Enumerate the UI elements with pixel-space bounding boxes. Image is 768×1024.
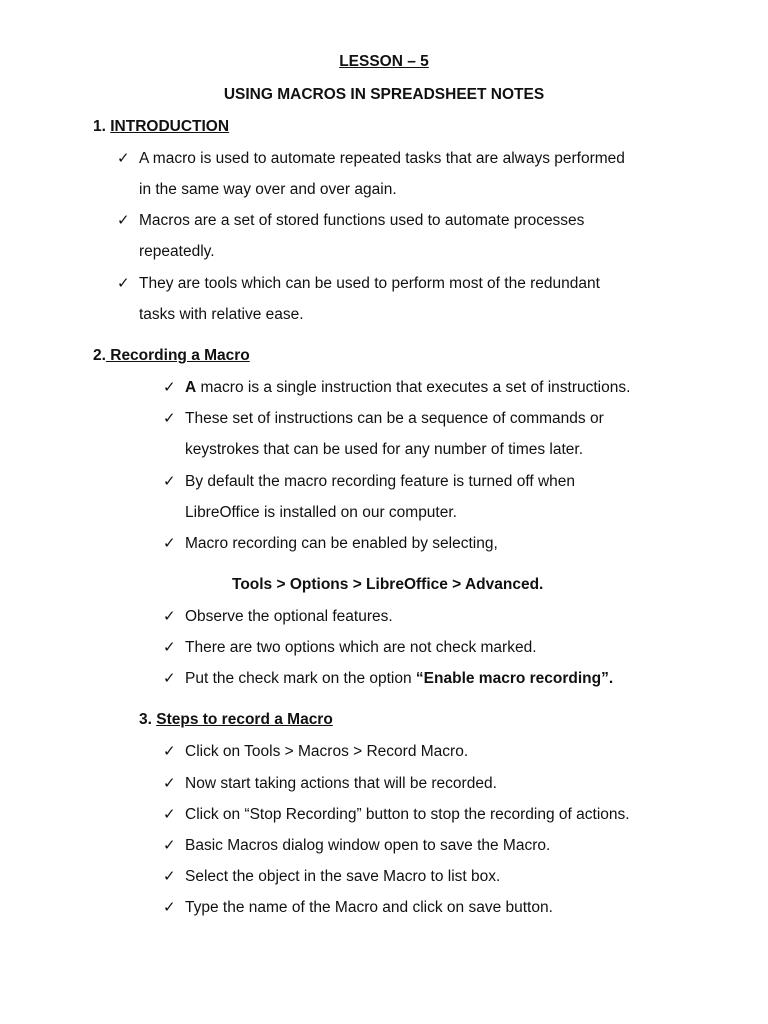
check-icon: ✓ [117, 274, 130, 292]
s2-bullet-2-line-1: These set of instructions can be a sequence of commands or [185, 410, 604, 427]
check-icon: ✓ [117, 149, 130, 167]
s2-bullet-6: There are two options which are not check marked. [185, 639, 537, 656]
section-2-heading [93, 346, 250, 366]
check-icon: ✓ [163, 774, 176, 792]
s3-bullet-3: Click on “Stop Recording” button to stop the recording of actions. [185, 806, 630, 823]
s1-bullet-3-line-1: They are tools which can be used to perform most of the redundant [139, 275, 600, 292]
s2-bullet-1 [185, 378, 630, 398]
check-icon: ✓ [163, 867, 176, 885]
check-icon: ✓ [163, 836, 176, 854]
s1-bullet-1-line-1: A macro is used to automate repeated tasks that are always performed [139, 150, 625, 167]
check-icon: ✓ [163, 638, 176, 656]
section-3-title: Steps to record a Macro [156, 711, 333, 728]
section-3-heading [139, 710, 333, 730]
check-icon: ✓ [163, 409, 176, 427]
section-1-heading [93, 117, 229, 137]
s3-bullet-2: Now start taking actions that will be recorded. [185, 775, 497, 792]
lesson-number: LESSON – 5 [339, 53, 429, 70]
check-icon: ✓ [163, 378, 176, 396]
s3-bullet-6: Type the name of the Macro and click on save button. [185, 899, 553, 916]
s2-bullet-3-line-2: LibreOffice is installed on our computer. [185, 504, 457, 521]
check-icon: ✓ [163, 669, 176, 687]
check-icon: ✓ [163, 805, 176, 823]
section-3-number: 3. [139, 711, 157, 728]
s1-bullet-3-line-2: tasks with relative ease. [139, 306, 304, 323]
document-title: USING MACROS IN SPREADSHEET NOTES [223, 86, 545, 103]
check-icon: ✓ [163, 742, 176, 760]
section-1-title: INTRODUCTION [110, 118, 230, 135]
s2-bullet-2-line-2: keystrokes that can be used for any number of times later. [185, 441, 584, 458]
check-icon: ✓ [163, 472, 176, 490]
s2-bullet-1-bold: A [185, 379, 197, 396]
s3-bullet-5: Select the object in the save Macro to list box. [185, 868, 501, 885]
check-icon: ✓ [163, 534, 176, 552]
s2-bullet-7-text: Put the check mark on the option [185, 670, 416, 687]
s2-bullet-3-line-1: By default the macro recording feature is turned off when [185, 473, 576, 490]
check-icon: ✓ [163, 898, 176, 916]
s1-bullet-1-line-2: in the same way over and over again. [139, 181, 397, 198]
s2-bullet-1-text: macro is a single instruction that executes a set of instructions. [196, 379, 631, 396]
s2-bullet-7-bold: “Enable macro recording”. [415, 670, 614, 687]
s1-bullet-2-line-2: repeatedly. [139, 243, 215, 260]
check-icon: ✓ [163, 607, 176, 625]
section-1-number: 1. [93, 118, 111, 135]
s2-bullet-5: Observe the optional features. [185, 608, 393, 625]
check-icon: ✓ [117, 211, 130, 229]
s2-bullet-7 [185, 669, 613, 689]
menu-path: Tools > Options > LibreOffice > Advanced. [232, 576, 544, 593]
section-2-number: 2. [93, 347, 106, 364]
s3-bullet-4: Basic Macros dialog window open to save the Macro. [185, 837, 551, 854]
section-2-title: Recording a Macro [105, 347, 250, 364]
s3-bullet-1: Click on Tools > Macros > Record Macro. [185, 743, 469, 760]
s2-bullet-4: Macro recording can be enabled by selecting, [185, 535, 498, 552]
s1-bullet-2-line-1: Macros are a set of stored functions used to automate processes [139, 212, 585, 229]
